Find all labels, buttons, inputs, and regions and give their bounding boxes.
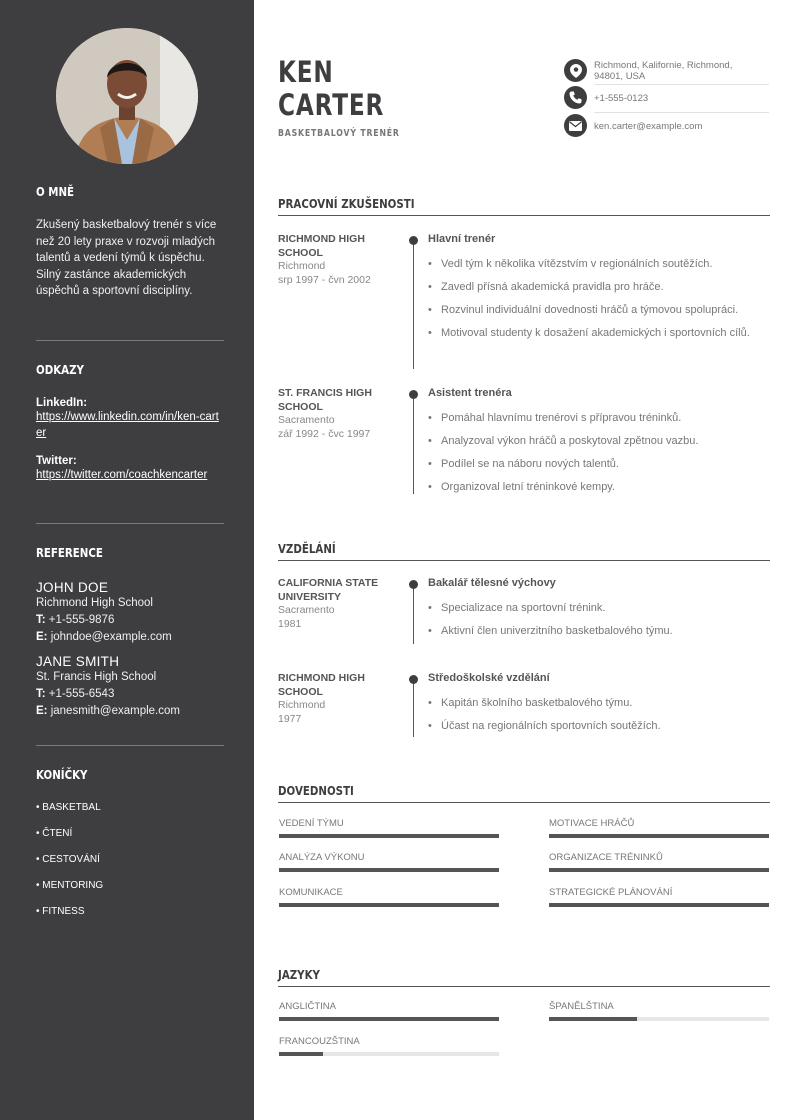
skills-heading: DOVEDNOSTI [278, 783, 354, 798]
about-text: Zkušený basketbalový trenér s více než 20 lety praxe v rozvoji mladých talentů a vedení týmů k úspěchu. Silný zastánce akademických úspěchů a sportovní disciplíny. [36, 219, 217, 297]
references-heading: REFERENCE [36, 545, 103, 560]
timeline-line [413, 679, 414, 737]
hobby-item: • CESTOVÁNÍ [36, 854, 100, 865]
envelope-icon [564, 114, 587, 137]
divider [594, 112, 769, 113]
experience-entry-meta [278, 387, 403, 441]
entry-bullets [428, 257, 768, 349]
language-bar [549, 1017, 769, 1021]
reference-item [36, 654, 224, 720]
hobby-item: • FITNESS [36, 906, 85, 917]
skill-item [279, 887, 499, 898]
references-section [36, 545, 224, 720]
divider [594, 84, 769, 85]
skill-bar [549, 834, 769, 838]
entry-dates: 1977 [278, 712, 302, 725]
phone-text: +1-555-0123 [594, 93, 649, 104]
hobby-item: • BASKETBAL [36, 802, 101, 813]
skill-label: ANALÝZA VÝKONU [279, 852, 365, 863]
location-pin-icon [564, 59, 587, 82]
skill-bar-fill [549, 868, 769, 872]
skill-label: MOTIVACE HRÁČŮ [549, 818, 635, 829]
reference-phone: T: +1-555-9876 [36, 614, 115, 626]
entry-role: Hlavní trenér [428, 233, 496, 245]
section-rule [278, 986, 770, 987]
education-entry-meta [278, 577, 403, 631]
list-item: • Vedl tým k několika vítězstvím v regionálních soutěžích. [428, 257, 768, 272]
skill-bar-fill [549, 903, 769, 907]
skill-item [549, 818, 769, 829]
section-rule [278, 560, 770, 561]
skill-item [279, 818, 499, 829]
job-title: BASKETBALOVÝ TRENÉR [278, 128, 400, 139]
linkedin-link[interactable]: https://www.linkedin.com/in/ken-carter [36, 411, 219, 439]
linkedin-label: LinkedIn: [36, 397, 88, 409]
reference-phone: T: +1-555-6543 [36, 688, 115, 700]
skill-bar-fill [549, 834, 769, 838]
entry-bullets [428, 411, 768, 503]
entry-dates: srp 1997 - čvn 2002 [278, 273, 371, 286]
entry-location: Richmond [278, 699, 326, 711]
timeline-line [413, 240, 414, 369]
twitter-link[interactable]: https://twitter.com/coachkencarter [36, 469, 208, 481]
skill-bar [279, 903, 499, 907]
list-item: • Podílel se na náboru nových talentů. [428, 457, 768, 472]
list-item: • Organizoval letní tréninkové kempy. [428, 480, 768, 495]
skill-bar-fill [279, 834, 499, 838]
list-item: • Aktivní člen univerzitního basketbalového týmu. [428, 624, 768, 639]
language-label: FRANCOUZŠTINA [279, 1036, 360, 1047]
language-bar-fill [549, 1017, 637, 1021]
entry-organization: RICHMOND HIGH SCHOOL [278, 672, 365, 698]
reference-email: E: johndoe@example.com [36, 631, 172, 643]
skill-label: KOMUNIKACE [279, 887, 343, 898]
links-heading: ODKAZY [36, 362, 84, 377]
list-item: • Kapitán školního basketbalového týmu. [428, 696, 768, 711]
list-item: • Analyzoval výkon hráčů a poskytoval zpětnou vazbu. [428, 434, 768, 449]
entry-organization: CALIFORNIA STATE UNIVERSITY [278, 577, 379, 603]
experience-heading: PRACOVNÍ ZKUŠENOSTI [278, 196, 415, 211]
divider [36, 523, 224, 524]
section-rule [278, 802, 770, 803]
list-item: • Motivoval studenty k dosažení akademických i sportovních cílů. [428, 326, 768, 341]
skill-bar [549, 903, 769, 907]
links-section [36, 362, 224, 483]
list-item: • Pomáhal hlavnímu trenérovi s přípravou tréninků. [428, 411, 768, 426]
list-item: • Specializace na sportovní trénink. [428, 601, 768, 616]
entry-dates: zář 1992 - čvc 1997 [278, 427, 371, 440]
timeline-dot [409, 236, 418, 245]
phone-icon [564, 86, 587, 109]
experience-entry-meta [278, 233, 403, 287]
language-bar [279, 1017, 499, 1021]
timeline-dot [409, 580, 418, 589]
hobby-item: • ČTENÍ [36, 828, 73, 839]
skill-item [549, 852, 769, 863]
about-heading: O MNĚ [36, 184, 75, 199]
reference-name: JANE SMITH [36, 654, 120, 669]
entry-dates: 1981 [278, 617, 302, 630]
address-line: Richmond, Kalifornie, Richmond, [594, 60, 733, 71]
about-section [36, 184, 224, 300]
skill-label: VEDENÍ TÝMU [279, 818, 344, 829]
language-bar-fill [279, 1017, 499, 1021]
language-item [279, 1036, 499, 1047]
skill-label: ORGANIZACE TRÉNINKŮ [549, 852, 663, 863]
languages-heading: JAZYKY [278, 967, 320, 982]
language-label: ŠPANĚLŠTINA [549, 1001, 614, 1012]
skill-item [549, 887, 769, 898]
language-bar [279, 1052, 499, 1056]
reference-item [36, 580, 224, 646]
email-text: ken.carter@example.com [594, 121, 703, 132]
entry-organization: RICHMOND HIGH SCHOOL [278, 233, 365, 259]
address-line: 94801, USA [594, 71, 646, 82]
divider [36, 745, 224, 746]
entry-organization: ST. FRANCIS HIGH SCHOOL [278, 387, 372, 413]
hobby-item: • MENTORING [36, 880, 104, 891]
language-item [549, 1001, 769, 1012]
language-label: ANGLIČTINA [279, 1001, 337, 1012]
timeline-line [413, 584, 414, 644]
skill-bar [279, 868, 499, 872]
skill-bar [549, 868, 769, 872]
language-bar-fill [279, 1052, 323, 1056]
entry-role: Středoškolské vzdělání [428, 672, 550, 684]
skill-bar-fill [279, 868, 499, 872]
list-item: • Rozvinul individuální dovednosti hráčů a týmovou spolupráci. [428, 303, 768, 318]
timeline-line [413, 394, 414, 494]
reference-email: E: janesmith@example.com [36, 705, 180, 717]
entry-location: Sacramento [278, 414, 335, 426]
sidebar [0, 0, 254, 1120]
twitter-label: Twitter: [36, 455, 77, 467]
entry-bullets [428, 601, 768, 647]
reference-org: Richmond High School [36, 597, 153, 609]
entry-location: Sacramento [278, 604, 335, 616]
hobbies-section [36, 767, 224, 782]
entry-bullets [428, 696, 768, 742]
divider [36, 340, 224, 341]
skill-item [279, 852, 499, 863]
person-name: KEN CARTER [278, 55, 385, 122]
reference-name: JOHN DOE [36, 580, 109, 595]
education-heading: VZDĚLÁNÍ [278, 541, 336, 556]
skill-bar-fill [279, 903, 499, 907]
language-item [279, 1001, 499, 1012]
list-item: • Zavedl přísná akademická pravidla pro hráče. [428, 280, 768, 295]
list-item: • Účast na regionálních sportovních soutěžích. [428, 719, 768, 734]
skill-label: STRATEGICKÉ PLÁNOVÁNÍ [549, 887, 673, 898]
timeline-dot [409, 390, 418, 399]
hobbies-heading: KONÍČKY [36, 767, 88, 782]
timeline-dot [409, 675, 418, 684]
skill-bar [279, 834, 499, 838]
reference-org: St. Francis High School [36, 671, 157, 683]
education-entry-meta [278, 672, 403, 726]
entry-location: Richmond [278, 260, 326, 272]
entry-role: Bakalář tělesné výchovy [428, 577, 556, 589]
entry-role: Asistent trenéra [428, 387, 512, 399]
section-rule [278, 215, 770, 216]
profile-photo [56, 28, 198, 164]
